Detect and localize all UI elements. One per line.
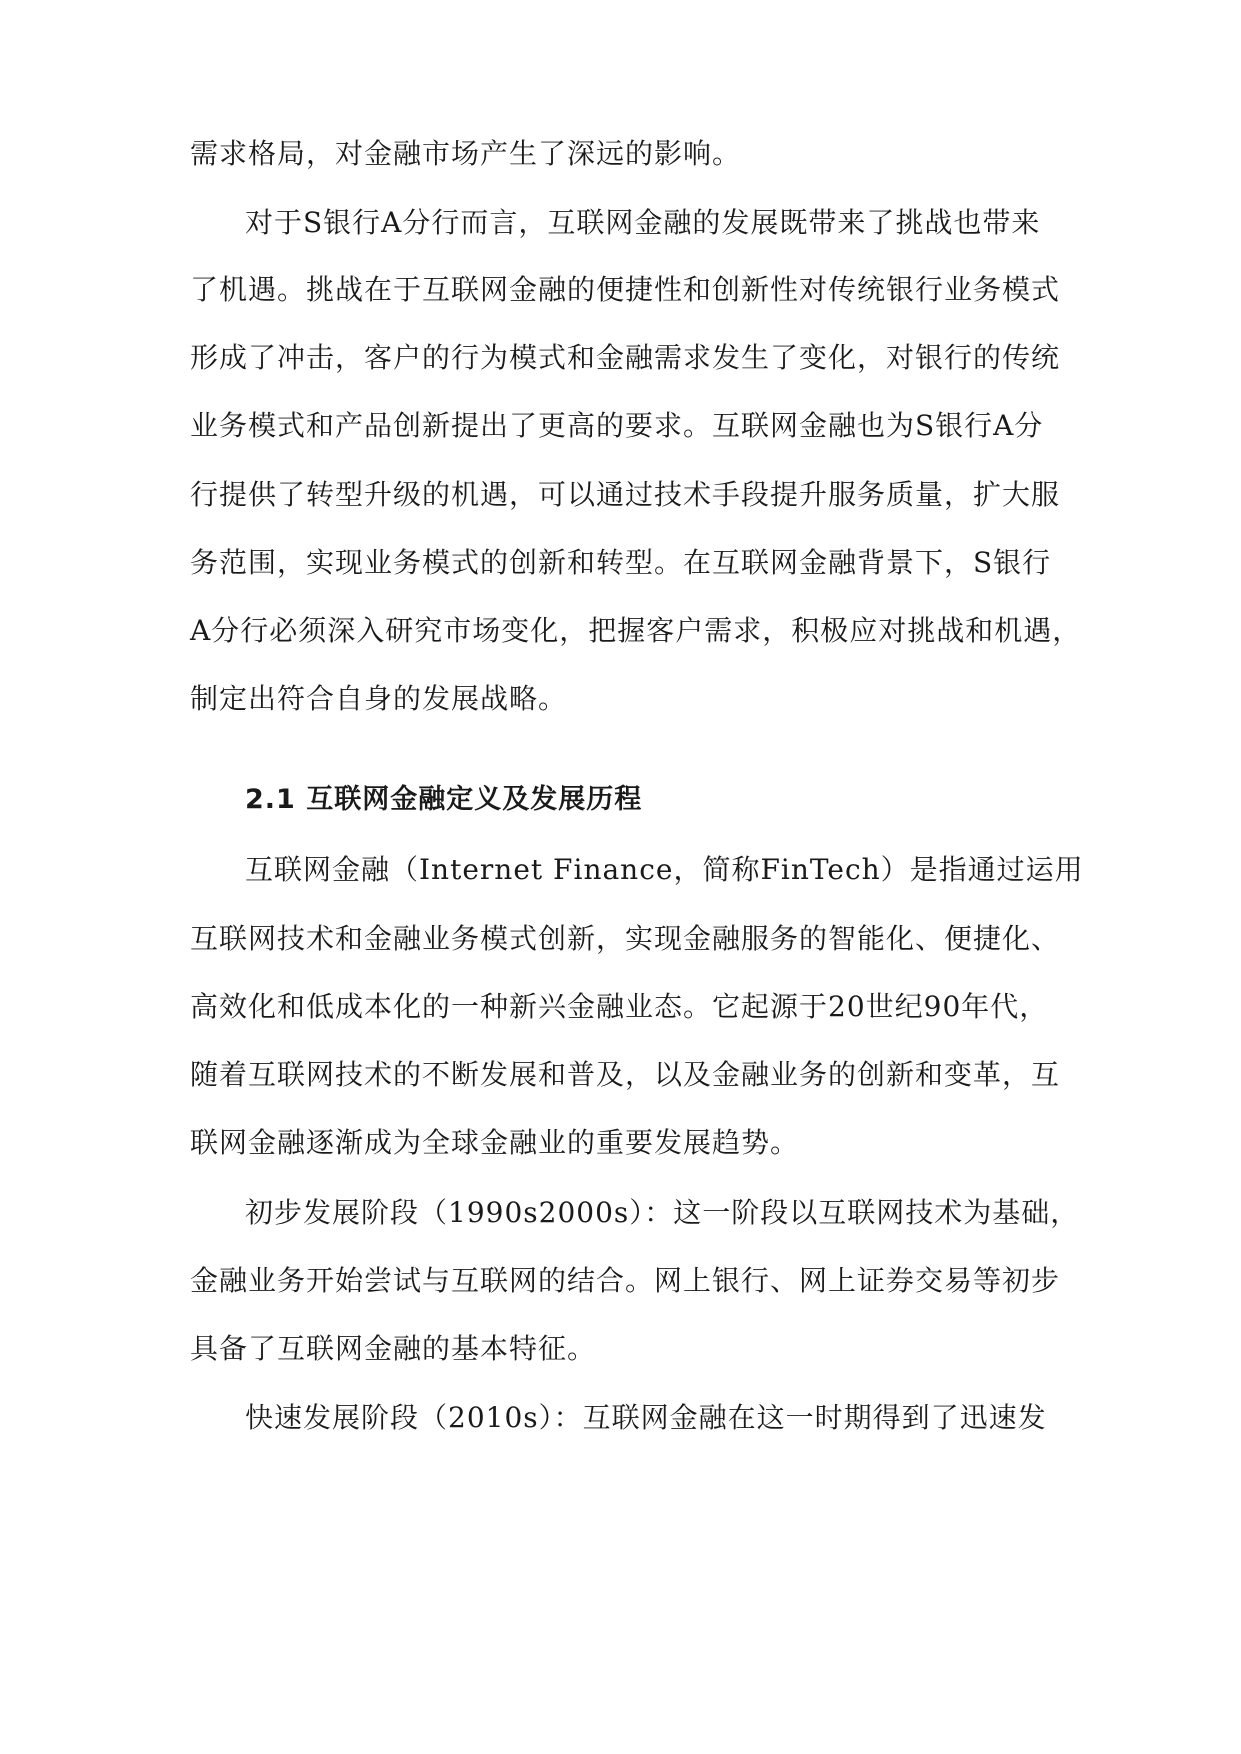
- paragraph-line: 对于S银行A分行而言，互联网金融的发展既带来了挑战也带来: [245, 206, 1041, 239]
- paragraph-line: 了机遇。挑战在于互联网金融的便捷性和创新性对传统银行业务模式: [190, 273, 1061, 306]
- paragraph-line: 制定出符合自身的发展战略。: [190, 682, 568, 715]
- paragraph-line: A分行必须深入研究市场变化，把握客户需求，积极应对挑战和机遇，: [190, 614, 1082, 647]
- section-heading: 2.1 互联网金融定义及发展历程: [245, 784, 643, 815]
- paragraph-line: 联网金融逐渐成为全球金融业的重要发展趋势。: [190, 1126, 800, 1159]
- paragraph-line: 初步发展阶段（1990s2000s）：这一阶段以互联网技术为基础，: [245, 1196, 1080, 1229]
- paragraph-line: 具备了互联网金融的基本特征。: [190, 1332, 597, 1365]
- paragraph-line: 行提供了转型升级的机遇，可以通过技术手段提升服务质量，扩大服: [190, 478, 1061, 511]
- paragraph-line: 形成了冲击，客户的行为模式和金融需求发生了变化，对银行的传统: [190, 341, 1061, 374]
- paragraph-line: 互联网技术和金融业务模式创新，实现金融服务的智能化、便捷化、: [190, 922, 1061, 955]
- paragraph-line: 随着互联网技术的不断发展和普及，以及金融业务的创新和变革，互: [190, 1058, 1061, 1091]
- paragraph-line: 需求格局，对金融市场产生了深远的影响。: [190, 137, 742, 170]
- paragraph-line: 互联网金融（Internet Finance，简称FinTech）是指通过运用: [245, 853, 1084, 886]
- paragraph-line: 快速发展阶段（2010s）：互联网金融在这一时期得到了迅速发: [245, 1401, 1047, 1434]
- paragraph-line: 金融业务开始尝试与互联网的结合。网上银行、网上证券交易等初步: [190, 1264, 1061, 1297]
- paragraph-line: 业务模式和产品创新提出了更高的要求。互联网金融也为S银行A分: [190, 409, 1044, 442]
- paragraph-line: 务范围，实现业务模式的创新和转型。在互联网金融背景下，S银行: [190, 546, 1052, 579]
- paragraph-line: 高效化和低成本化的一种新兴金融业态。它起源于20世纪90年代，: [190, 990, 1049, 1023]
